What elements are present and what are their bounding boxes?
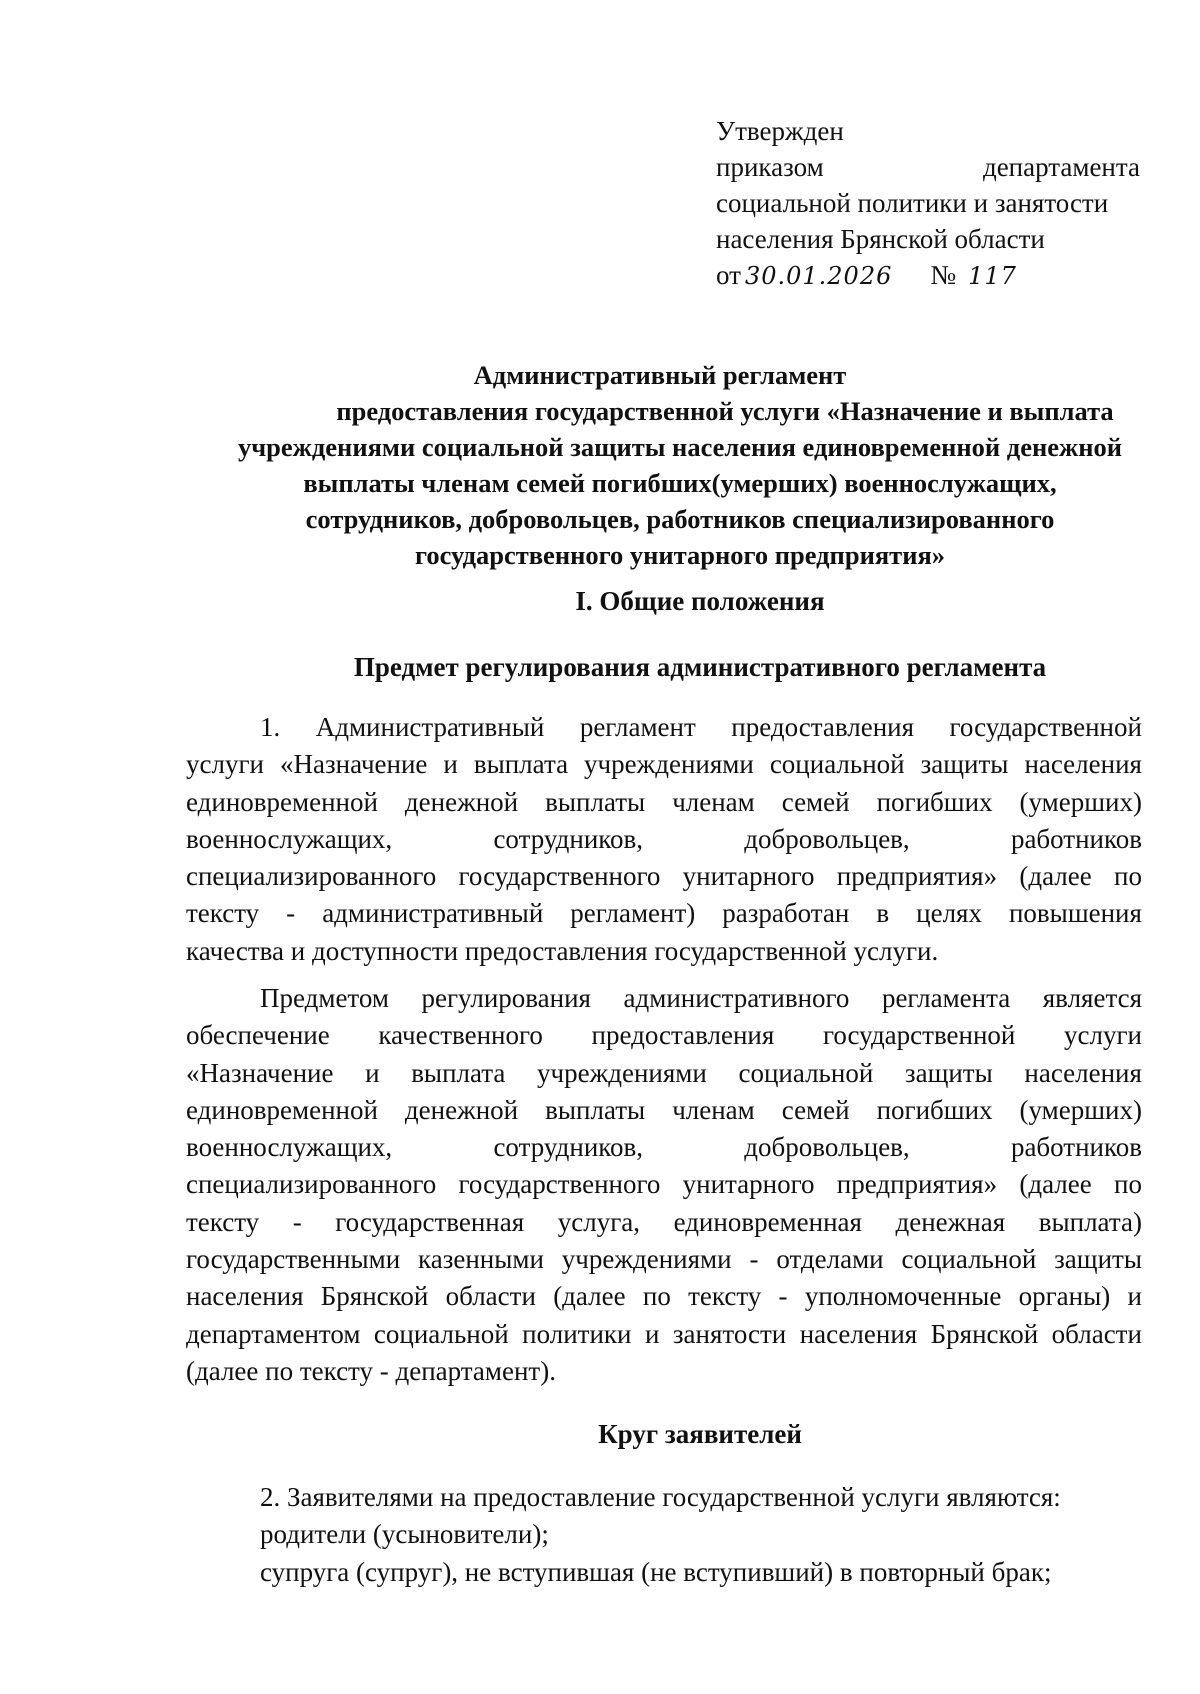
word: области — [445, 1281, 536, 1312]
paragraph-line — [186, 1166, 1142, 1203]
word: работников — [1010, 1132, 1142, 1163]
section-heading: I. Общие положения — [575, 586, 825, 616]
handwritten-number: 117 — [968, 262, 1017, 290]
word: предприятия» — [836, 861, 998, 892]
word: населения — [1024, 749, 1142, 780]
word: тексту — [688, 1281, 762, 1312]
number-sign: № — [930, 260, 957, 290]
word: казенными — [418, 1244, 544, 1275]
word: защиты — [904, 1057, 993, 1088]
word: государственного — [458, 861, 661, 892]
word: и — [644, 1318, 660, 1349]
word: и — [443, 749, 458, 780]
word: отделами — [776, 1244, 884, 1275]
word: административного — [623, 983, 850, 1013]
word: (далее — [553, 1281, 626, 1312]
word: разработан — [722, 898, 850, 929]
word: Предметом — [260, 983, 389, 1013]
word: обеспечение — [186, 1020, 330, 1051]
applicants-list — [260, 1479, 1160, 1591]
word: тексту — [186, 1206, 260, 1237]
word: (умерших) — [1019, 786, 1142, 817]
word: населения — [799, 1318, 918, 1349]
word: «Назначение — [279, 749, 428, 780]
paragraph-line — [186, 746, 1142, 783]
applicants-line-1: 2. Заявителями на предоставление государственной услуги являются: — [260, 1482, 1061, 1512]
word: выплата — [411, 1057, 506, 1088]
word: выплаты — [545, 1094, 646, 1125]
word: - — [292, 1206, 302, 1237]
word: (далее — [1019, 1169, 1092, 1200]
paragraph-line — [186, 1204, 1142, 1241]
title-line-4: выплаты членам семей погибших(умерших) военнослужащих, — [303, 468, 1057, 498]
word: тексту — [186, 898, 260, 929]
word: качества и доступности предоставления государственной услуги. — [186, 935, 939, 966]
word: административный — [322, 898, 544, 929]
word: защиты — [1054, 1244, 1142, 1275]
paragraph-line — [186, 1092, 1142, 1129]
word: погибших — [876, 1094, 993, 1125]
word: семей — [781, 786, 850, 817]
word: Брянской — [930, 1318, 1039, 1349]
date-prefix: от — [716, 260, 741, 290]
word: (умерших) — [1019, 1094, 1142, 1125]
subheading-applicants: Круг заявителей — [598, 1419, 802, 1449]
word: государственной — [949, 712, 1142, 742]
word: социальной — [901, 1244, 1037, 1275]
paragraph-line — [186, 784, 1142, 821]
word: населения — [186, 1281, 304, 1312]
word: социальной — [738, 1057, 874, 1088]
handwritten-date: 30.01.2026 — [744, 262, 893, 290]
word: регламент) — [570, 898, 696, 929]
word: департаментом — [186, 1318, 361, 1349]
word: услуги — [186, 749, 264, 780]
word: предоставления — [591, 1020, 775, 1051]
word: занятости — [672, 1318, 787, 1349]
word: регулирования — [421, 983, 591, 1013]
word: добровольцев, — [744, 1132, 910, 1163]
paragraph-line — [186, 1017, 1142, 1054]
paragraph-line — [186, 1055, 1142, 1092]
word: населения — [1024, 1057, 1142, 1088]
word: специализированного — [186, 1169, 437, 1200]
word: 1. — [260, 712, 281, 742]
word: социальной — [769, 749, 905, 780]
word: регламент — [579, 712, 696, 742]
word: денежной — [404, 1094, 519, 1125]
word: единовременной — [186, 1094, 378, 1125]
word: предоставления — [731, 712, 915, 742]
paragraph-line — [186, 1129, 1142, 1166]
approval-line-2-left: приказом — [716, 152, 824, 182]
paragraph-line — [186, 858, 1142, 895]
title-line-6: государственного унитарного предприятия» — [414, 540, 946, 570]
approval-line-3: социальной политики и занятости — [716, 188, 1109, 218]
word: членам — [672, 786, 755, 817]
word: повышения — [1008, 898, 1142, 929]
word: единовременная — [673, 1206, 862, 1237]
word: политики — [522, 1318, 632, 1349]
approval-block — [716, 113, 1140, 294]
word: денежная — [895, 1206, 1006, 1237]
word: в — [876, 898, 890, 929]
word: военнослужащих, — [186, 823, 393, 854]
word: предприятия» — [836, 1169, 998, 1200]
word: семей — [781, 1094, 850, 1125]
subheading-subject: Предмет регулирования административного регламента — [353, 652, 1047, 682]
applicants-line-2: родители (усыновители); — [260, 1519, 549, 1550]
approval-date-line — [716, 257, 1140, 294]
approval-line-2-right: департамента — [982, 152, 1140, 182]
word: услуга, — [557, 1206, 640, 1237]
word: государственной — [822, 1020, 1016, 1051]
word: унитарного — [682, 1169, 815, 1200]
paragraph-2 — [186, 980, 1142, 1390]
word: по — [642, 1281, 671, 1312]
word: регламента — [881, 983, 1011, 1013]
word: военнослужащих, — [186, 1132, 393, 1163]
paragraph-line — [186, 1241, 1142, 1278]
word: органы) — [1018, 1281, 1111, 1312]
word: качественного — [378, 1020, 543, 1051]
word: и — [1127, 1281, 1142, 1312]
word: защиты — [920, 749, 1009, 780]
paragraph-line — [186, 895, 1142, 932]
word: Административный — [315, 712, 545, 742]
word: - — [749, 1244, 759, 1275]
word: и — [365, 1057, 380, 1088]
word: Брянской — [320, 1281, 429, 1312]
paragraph-line — [186, 1278, 1142, 1315]
word: единовременной — [186, 786, 378, 817]
applicants-line-3: супруга (супруг), не вступившая (не вступивший) в повторный брак; — [260, 1556, 1052, 1587]
word: членам — [672, 1094, 755, 1125]
paragraph-line — [186, 980, 1142, 1017]
word: «Назначение — [186, 1057, 334, 1088]
approval-line-1: Утвержден — [716, 116, 844, 146]
word: выплата — [473, 749, 569, 780]
word: унитарного — [682, 861, 815, 892]
word: сотрудников, — [493, 1132, 644, 1163]
word: по — [1114, 861, 1142, 892]
paragraph-line — [186, 1353, 1142, 1390]
document-title — [160, 357, 1160, 573]
word: государственными — [186, 1244, 401, 1275]
word: работников — [1010, 823, 1142, 854]
word: выплата) — [1038, 1206, 1142, 1237]
word: (далее — [1019, 861, 1092, 892]
paragraph-line — [186, 1316, 1142, 1353]
title-line-2: предоставления государственной услуги «Назначение и выплата — [336, 396, 1114, 426]
approval-line-4: населения Брянской области — [716, 224, 1045, 254]
word: является — [1042, 983, 1142, 1013]
word: денежной — [404, 786, 519, 817]
approval-line-2 — [716, 149, 1140, 185]
word: - — [778, 1281, 788, 1312]
paragraph-line — [186, 821, 1142, 858]
word: учреждениями — [561, 1244, 732, 1275]
word: учреждениями — [584, 749, 754, 780]
title-line-3: учреждениями социальной защиты населения единовременной денежной — [237, 432, 1123, 462]
word: целях — [916, 898, 982, 929]
title-line-1: Административный регламент — [473, 360, 847, 390]
word: социальной — [373, 1318, 509, 1349]
word: услуги — [1064, 1020, 1142, 1051]
word: государственного — [458, 1169, 661, 1200]
paragraph-line — [186, 709, 1142, 746]
title-line-5: сотрудников, добровольцев, работников специализированного — [305, 504, 1055, 534]
word: - — [286, 898, 296, 929]
word: (далее по тексту - департамент). — [186, 1355, 556, 1386]
word: сотрудников, — [493, 823, 644, 854]
word: по — [1114, 1169, 1142, 1200]
word: выплаты — [545, 786, 646, 817]
word: области — [1051, 1318, 1142, 1349]
word: добровольцев, — [744, 823, 910, 854]
word: уполномоченные — [804, 1281, 1002, 1312]
paragraph-line — [186, 933, 1142, 970]
word: специализированного — [186, 861, 437, 892]
word: учреждениями — [537, 1057, 707, 1088]
paragraph-1 — [186, 709, 1142, 970]
word: погибших — [876, 786, 993, 817]
word: государственная — [335, 1206, 525, 1237]
